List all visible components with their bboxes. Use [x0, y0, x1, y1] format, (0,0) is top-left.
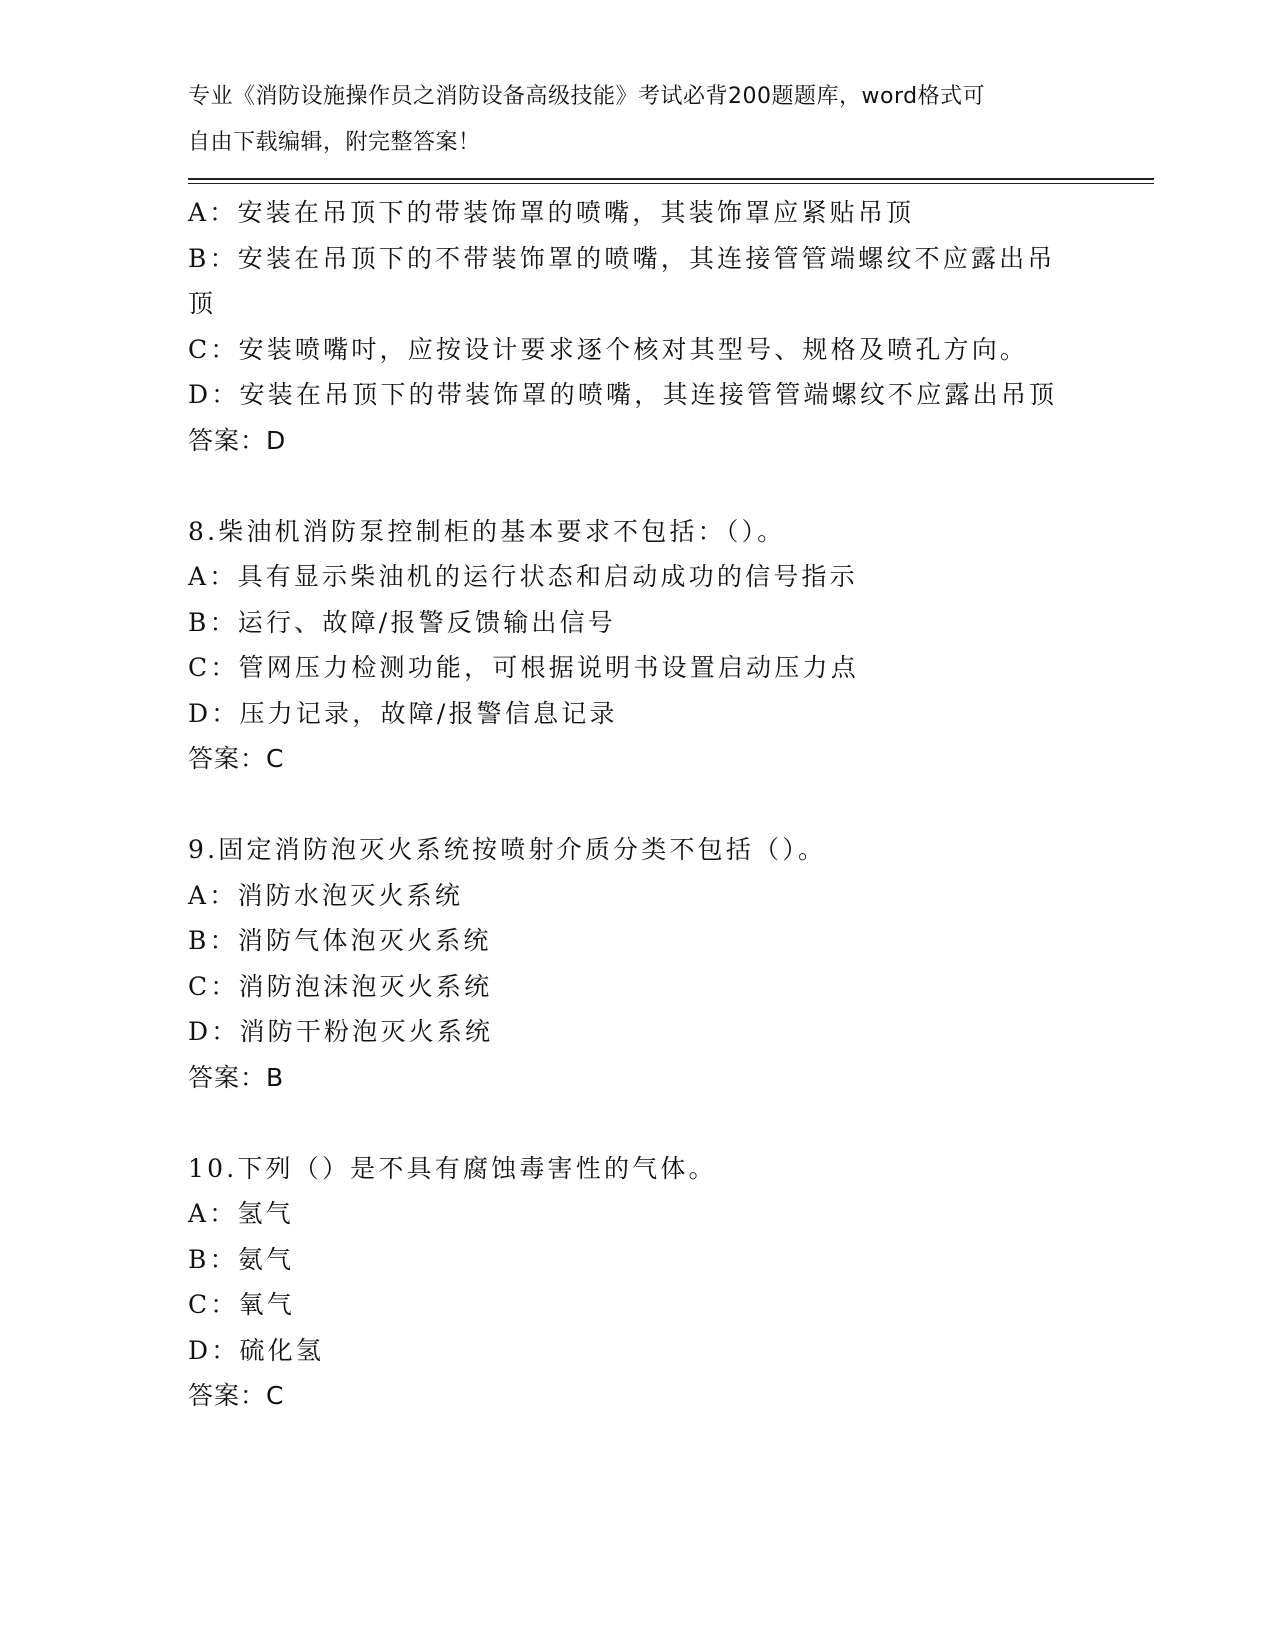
question-stem: 10.下列（）是不具有腐蚀毒害性的气体。	[188, 1153, 717, 1183]
header-line-1: 专业《消防设施操作员之消防设备高级技能》考试必背200题题库，word格式可	[188, 84, 986, 109]
option-d: D：安装在吊顶下的带装饰罩的喷嘴，其连接管管端螺纹不应露出吊顶	[188, 380, 1058, 409]
option-d: D：压力记录，故障/报警信息记录	[188, 698, 618, 728]
option-a: A：具有显示柴油机的运行状态和启动成功的信号指示	[188, 562, 858, 591]
document-header	[188, 74, 1068, 165]
answer: 答案：B	[188, 1062, 285, 1092]
question-9	[188, 827, 1088, 1100]
option-b: B：运行、故障/报警反馈输出信号	[188, 607, 616, 637]
option-d: D：硫化氢	[188, 1335, 325, 1365]
option-b: B：消防气体泡灭火系统	[188, 926, 492, 955]
option-c: C：安装喷嘴吋，应按设计要求逐个核对其型号、规格及喷孔方向。	[188, 334, 1029, 364]
option-d: D：消防干粉泡灭火系统	[188, 1017, 494, 1046]
header-divider-thin	[188, 183, 1154, 184]
option-c: C：氧气	[188, 1290, 295, 1319]
header-line-2: 自由下载编辑，附完整答案！	[188, 129, 481, 155]
option-c: C：消防泡沫泡灭火系统	[188, 971, 493, 1001]
spacer	[188, 463, 1088, 509]
answer: 答案：C	[188, 1381, 285, 1410]
option-a: A：氢气	[188, 1199, 294, 1228]
option-b: B：安装在吊顶下的不带装饰罩的喷嘴，其连接管管端螺纹不应露出吊	[188, 243, 1056, 273]
option-b-continued: 顶	[188, 289, 217, 318]
spacer	[188, 1100, 1088, 1146]
question-stem: 9.固定消防泡灭火系统按喷射介质分类不包括（）。	[188, 835, 827, 864]
question-8	[188, 509, 1088, 782]
option-c: C：管网压力检测功能，可根据说明书设置启动压力点	[188, 653, 859, 682]
option-a: A：消防水泡灭火系统	[188, 880, 464, 910]
question-7	[188, 190, 1088, 463]
question-10	[188, 1146, 1088, 1419]
answer: 答案：C	[188, 744, 285, 773]
header-divider-thick	[188, 178, 1154, 180]
option-b: B：氨气	[188, 1244, 295, 1274]
question-list	[188, 190, 1088, 1419]
option-a: A：安装在吊顶下的带装饰罩的喷嘴，其装饰罩应紧贴吊顶	[188, 198, 915, 227]
spacer	[188, 782, 1088, 828]
answer: 答案：D	[188, 425, 287, 455]
question-stem: 8.柴油机消防泵控制柜的基本要求不包括：（）。	[188, 516, 786, 546]
